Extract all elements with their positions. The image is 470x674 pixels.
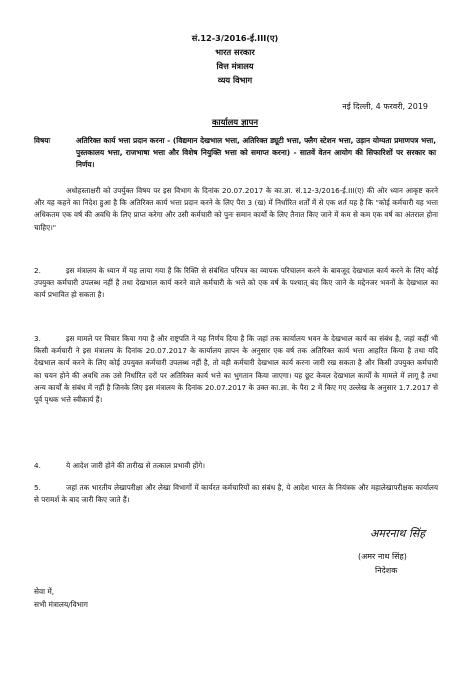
paragraph-1	[34, 185, 438, 234]
to-label: सेवा में,	[34, 587, 55, 596]
signatory-name: (अमर नाथ सिंह)	[358, 552, 407, 561]
recipients: सभी मंत्रालय/विभाग	[34, 600, 88, 609]
paragraph-2	[34, 265, 438, 302]
signatory-designation: निदेशक	[375, 566, 398, 575]
subject-text: अतिरिक्त कार्य भत्ता प्रदान करना - (विद्यमान देखभाल भत्ता, अतिरिक्त ड्यूटी भत्ता, फ्लैग स्टेशन भत्ता, उड़ान योग्यता प्रमाणपत्र भत्ता, पुस्तकालय भत्ता, राजभाषा भत्ता और विशेष नियुक्ति भत्ता को समाप्त करना) - सातवें वेतन आयोग की सिफारिशों पर सरकार का निर्णय।	[76, 136, 436, 169]
paragraph-number: 2.	[34, 266, 41, 275]
subject-block	[34, 135, 436, 171]
paragraph-text: अधोहस्ताक्षरी को उपर्युक्त विषय पर इस विभाग के दिनांक 20.07.2017 के का.ज्ञा. सं.12-3/2016-ई.III(ए) की ओर ध्यान आकृष्ट करने और यह कहने का निदेश हुआ है कि अतिरिक्त कार्य भत्ता प्रदान करने के लिए पैरा 3 (ख) में निर्धारित शर्तों में से एक शर्त यह है कि "कोई कर्मचारी यह भत्ता अधिकतम एक वर्ष की अवधि के लिए प्राप्त करेगा और उसी कर्मचारी को पुनः समान कार्यों के लिए तैनात किए जाने में कम से कम एक वर्ष का अंतराल होना चाहिए।"	[34, 186, 438, 232]
document-title: कार्यालय ज्ञापन	[211, 117, 259, 127]
paragraph-3	[34, 333, 438, 406]
paragraph-4	[34, 460, 438, 472]
paragraph-5	[34, 482, 438, 506]
ministry-name: वित्त मंत्रालय	[216, 61, 254, 71]
paragraph-text: इस मंत्रालय के ध्यान में यह लाया गया है कि रिक्ति से संबंधित परिपत्र का व्यापक परिचालन करने के बावजूद देखभाल कार्य करने के लिए कोई उपयुक्त कर्मचारी उपलब्ध नहीं है तथा देखभाल कार्य करने वाले कर्मचारी के भत्ते को एक वर्ष के पश्चात् बंद किए जाने के मद्देनजर भवनों के देखभाल का कार्य प्रभावित हो सकता है।	[34, 266, 438, 300]
paragraph-text: ये आदेश जारी होने की तारीख से तत्काल प्रभावी होंगे।	[66, 461, 205, 470]
subject-label: विषयः	[34, 136, 51, 145]
paragraph-number: 5.	[34, 483, 41, 492]
paragraph-number: 4.	[34, 461, 41, 470]
paragraph-text: जहां तक भारतीय लेखापरीक्षा और लेखा विभागों में कार्यरत कर्मचारियों का संबंध है, ये आदेश भारत के नियंत्रक और महालेखापरीक्षक कार्यालय से परामर्श के बाद जारी किए जाते हैं।	[34, 483, 438, 505]
department-name: व्यय विभाग	[217, 75, 253, 85]
paragraph-text: इस मामले पर विचार किया गया है और राष्ट्रपति ने यह निर्णय दिया है कि जहां तक कार्यालय भवन के देखभाल कार्य का संबंध है, जहां कहीं भी किसी कर्मचारी ने इस मंत्रालय के दिनांक 20.07.2017 के कार्यालय ज्ञापन के अनुसार एक वर्ष तक अतिरिक्त कार्य भत्ता आहरित किया है तथा यदि देखभाल कार्य करने के लिए कोई उपयुक्त कर्मचारी उपलब्ध नहीं है, तो वही कर्मचारी देखभाल कार्य करना जारी रख सकता है और किसी उपयुक्त कर्मचारी का चयन होने की अवधि तक उसे निर्धारित दरों पर अतिरिक्त कार्य भत्ते का भुगतान किया जाएगा। यह छूट केवल देखभाल कार्यों के मामले में लागू है तथा अन्य कार्यों के संबंध में नहीं है जिनके लिए इस मंत्रालय के दिनांक 20.07.2017 के उक्त का.ज्ञा. के पैरा 2 में किए गए उल्लेख के अनुसार 1.7.2017 से पूर्व पृथक भत्ते स्वीकार्य हैं।	[34, 334, 438, 405]
government-name: भारत सरकार	[215, 47, 255, 57]
paragraph-number: 3.	[34, 334, 41, 343]
file-number: सं.12-3/2016-ई.III(ए)	[191, 33, 279, 43]
issue-date: नई दिल्ली, 4 फरवरी, 2019	[342, 102, 428, 111]
handwritten-signature: अमरनाथ सिंह	[370, 527, 426, 540]
